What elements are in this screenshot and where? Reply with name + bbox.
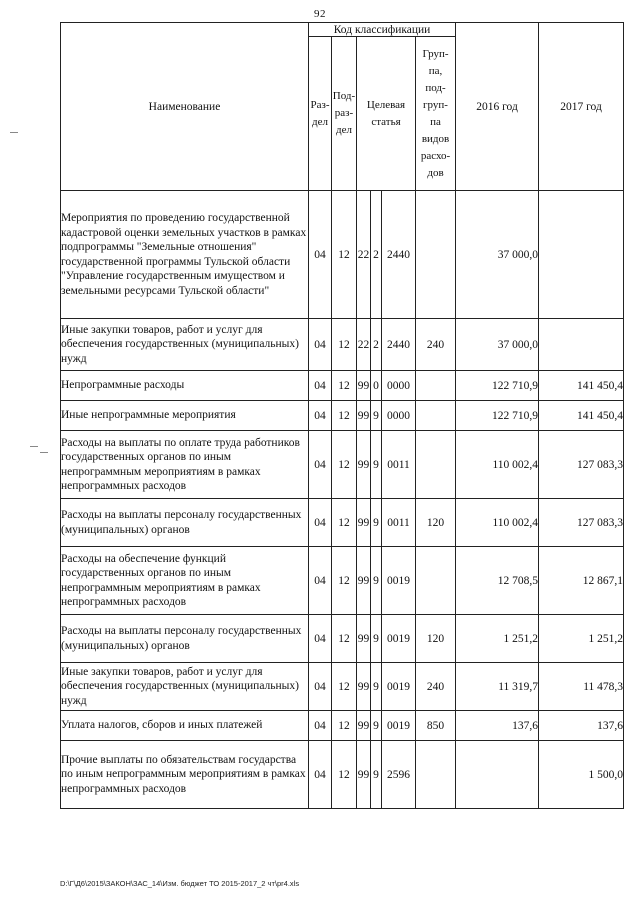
margin-mark [10, 132, 18, 133]
table-row [61, 711, 624, 741]
row-amount-2016: 110 002,4 [456, 499, 539, 547]
row-expense-group [416, 547, 456, 615]
row-article-subprogram: 9 [371, 741, 382, 809]
row-razdel: 04 [309, 499, 332, 547]
row-podrazdel: 12 [332, 499, 357, 547]
header-target-article: Целевая статья [357, 37, 416, 191]
table-row [61, 741, 624, 809]
row-amount-2017: 1 500,0 [539, 741, 624, 809]
row-podrazdel: 12 [332, 319, 357, 371]
header-expense-group: Груп- па, под- груп- па видов расхо- дов [416, 37, 456, 191]
row-article-subprogram: 9 [371, 431, 382, 499]
row-podrazdel: 12 [332, 401, 357, 431]
margin-mark [40, 452, 48, 453]
row-article-subprogram: 2 [371, 319, 382, 371]
row-razdel: 04 [309, 191, 332, 319]
row-amount-2016: 12 708,5 [456, 547, 539, 615]
header-row-top [61, 23, 624, 37]
row-article-subprogram: 0 [371, 371, 382, 401]
row-razdel: 04 [309, 431, 332, 499]
row-article-subprogram: 9 [371, 711, 382, 741]
row-razdel: 04 [309, 371, 332, 401]
row-article-direction: 0000 [382, 371, 416, 401]
row-name: Иные непрограммные мероприятия [61, 401, 309, 431]
row-article-program: 99 [357, 615, 371, 663]
row-podrazdel: 12 [332, 663, 357, 711]
row-article-program: 99 [357, 663, 371, 711]
header-year-2017: 2017 год [539, 23, 624, 191]
row-expense-group [416, 401, 456, 431]
row-amount-2017: 127 083,3 [539, 499, 624, 547]
row-article-program: 99 [357, 741, 371, 809]
header-classification: Код классификации [309, 23, 456, 37]
row-article-subprogram: 9 [371, 401, 382, 431]
row-name: Расходы на обеспечение функций государственных органов по иным непрограммным мероприятиям в рамках непрограммных расходов [61, 547, 309, 615]
row-podrazdel: 12 [332, 615, 357, 663]
row-article-subprogram: 2 [371, 191, 382, 319]
row-amount-2017: 141 450,4 [539, 401, 624, 431]
row-article-direction: 0011 [382, 431, 416, 499]
row-article-subprogram: 9 [371, 615, 382, 663]
row-amount-2016: 122 710,9 [456, 371, 539, 401]
row-expense-group: 240 [416, 663, 456, 711]
row-article-subprogram: 9 [371, 499, 382, 547]
row-amount-2017 [539, 319, 624, 371]
row-article-program: 99 [357, 371, 371, 401]
row-name: Уплата налогов, сборов и иных платежей [61, 711, 309, 741]
budget-table [60, 22, 624, 809]
header-razdel: Раз- дел [309, 37, 332, 191]
row-amount-2017: 141 450,4 [539, 371, 624, 401]
row-article-subprogram: 9 [371, 663, 382, 711]
row-article-direction: 2440 [382, 319, 416, 371]
table-row [61, 319, 624, 371]
footer-file-path: D:\Г\Д6\2015\ЗАКОН\ЗАС_14\Изм. бюджет ТО 2015-2017_2 чт\pr4.xls [60, 879, 300, 888]
table-row [61, 431, 624, 499]
row-article-direction: 0000 [382, 401, 416, 431]
row-podrazdel: 12 [332, 191, 357, 319]
row-expense-group: 120 [416, 615, 456, 663]
row-name: Мероприятия по проведению государственной кадастровой оценки земельных участков в рамках подпрограммы "Земельные отношения" государственной программы Тульской области "Управление государственным имуществом и земельными ресурсами Тульской области" [61, 191, 309, 319]
row-name: Расходы на выплаты персоналу государственных (муниципальных) органов [61, 499, 309, 547]
row-article-program: 99 [357, 499, 371, 547]
row-expense-group [416, 741, 456, 809]
row-name: Расходы на выплаты по оплате труда работников государственных органов по иным непрограммным мероприятиям в рамках непрограммных расходов [61, 431, 309, 499]
row-amount-2016: 122 710,9 [456, 401, 539, 431]
row-razdel: 04 [309, 319, 332, 371]
row-razdel: 04 [309, 711, 332, 741]
row-razdel: 04 [309, 741, 332, 809]
row-article-direction: 2596 [382, 741, 416, 809]
row-amount-2017: 12 867,1 [539, 547, 624, 615]
row-article-direction: 0011 [382, 499, 416, 547]
row-expense-group: 240 [416, 319, 456, 371]
row-article-direction: 0019 [382, 711, 416, 741]
row-article-program: 22 [357, 191, 371, 319]
row-article-program: 99 [357, 711, 371, 741]
row-amount-2016: 1 251,2 [456, 615, 539, 663]
row-razdel: 04 [309, 547, 332, 615]
table-row [61, 547, 624, 615]
row-article-program: 99 [357, 401, 371, 431]
row-article-program: 99 [357, 547, 371, 615]
table-row [61, 401, 624, 431]
row-name: Расходы на выплаты персоналу государственных (муниципальных) органов [61, 615, 309, 663]
row-article-direction: 0019 [382, 547, 416, 615]
row-article-direction: 0019 [382, 615, 416, 663]
table-body [61, 191, 624, 809]
row-expense-group [416, 431, 456, 499]
table-row [61, 371, 624, 401]
row-podrazdel: 12 [332, 711, 357, 741]
row-expense-group [416, 191, 456, 319]
row-razdel: 04 [309, 615, 332, 663]
page-number: 92 [314, 8, 326, 20]
row-amount-2017 [539, 191, 624, 319]
row-podrazdel: 12 [332, 741, 357, 809]
row-article-direction: 0019 [382, 663, 416, 711]
row-amount-2017: 127 083,3 [539, 431, 624, 499]
row-article-direction: 2440 [382, 191, 416, 319]
row-expense-group: 120 [416, 499, 456, 547]
table-row [61, 191, 624, 319]
margin-mark [30, 446, 38, 447]
table-row [61, 615, 624, 663]
row-amount-2017: 1 251,2 [539, 615, 624, 663]
table-row [61, 499, 624, 547]
row-article-program: 22 [357, 319, 371, 371]
row-name: Иные закупки товаров, работ и услуг для обеспечения государственных (муниципальных) нужд [61, 663, 309, 711]
header-year-2016: 2016 год [456, 23, 539, 191]
table-row [61, 663, 624, 711]
row-podrazdel: 12 [332, 371, 357, 401]
row-podrazdel: 12 [332, 547, 357, 615]
row-amount-2016 [456, 741, 539, 809]
row-amount-2016: 110 002,4 [456, 431, 539, 499]
row-amount-2016: 37 000,0 [456, 319, 539, 371]
row-razdel: 04 [309, 401, 332, 431]
row-amount-2017: 137,6 [539, 711, 624, 741]
row-article-program: 99 [357, 431, 371, 499]
row-amount-2016: 37 000,0 [456, 191, 539, 319]
row-expense-group [416, 371, 456, 401]
header-podrazdel: Под- раз- дел [332, 37, 357, 191]
row-name: Прочие выплаты по обязательствам государства по иным непрограммным мероприятиям в рамках непрограммных расходов [61, 741, 309, 809]
row-razdel: 04 [309, 663, 332, 711]
row-name: Иные закупки товаров, работ и услуг для обеспечения государственных (муниципальных) нужд [61, 319, 309, 371]
row-expense-group: 850 [416, 711, 456, 741]
row-amount-2016: 137,6 [456, 711, 539, 741]
row-amount-2017: 11 478,3 [539, 663, 624, 711]
row-podrazdel: 12 [332, 431, 357, 499]
row-name: Непрограммные расходы [61, 371, 309, 401]
header-name: Наименование [61, 23, 309, 191]
row-article-subprogram: 9 [371, 547, 382, 615]
row-amount-2016: 11 319,7 [456, 663, 539, 711]
